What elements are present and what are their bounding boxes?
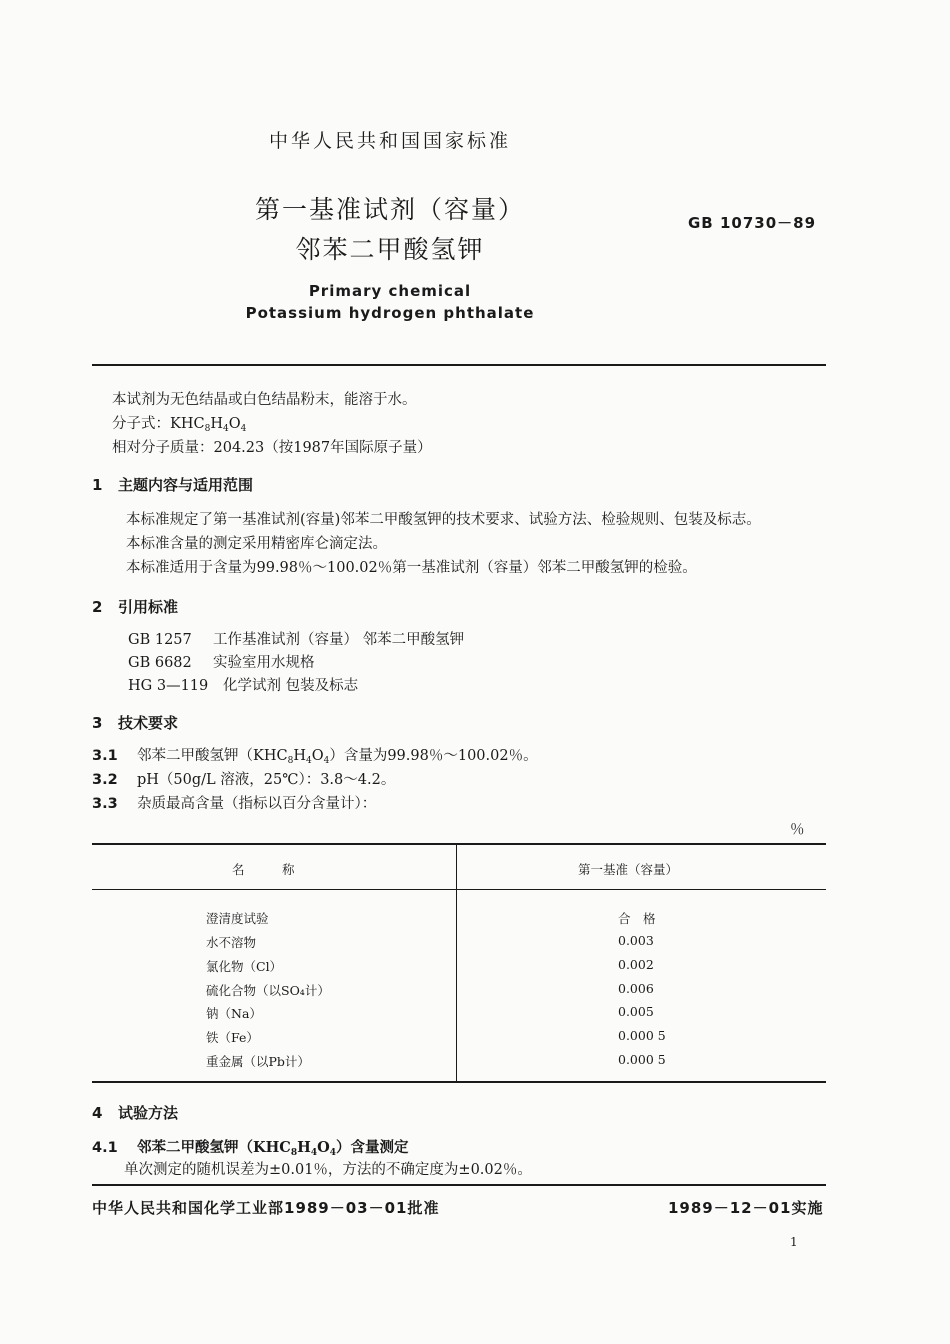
table-cell-name: 澄清度试验 xyxy=(206,911,269,926)
table-cell-value: 合 格 xyxy=(618,911,656,926)
table-cell-value: 0.006 xyxy=(618,981,654,996)
item-4-1-heading: 4.1 邻苯二甲酸氢钾$(KHC_8H_4O_4)$含量测定 xyxy=(92,1139,409,1158)
intro-description: 本试剂为无色结晶或白色结晶粉末，能溶于水。 xyxy=(112,392,417,408)
section-4-heading: 4 试验方法 xyxy=(92,1104,179,1122)
english-title-line-2: Potassium hydrogen phthalate xyxy=(245,304,535,322)
effective-date: 1989－12－01实施 xyxy=(668,1199,824,1217)
table-cell-value: 0.000 5 xyxy=(618,1052,666,1067)
section-1-paragraph-2: 本标准含量的测定采用精密库仑滴定法。 xyxy=(126,536,387,552)
table-cell-name: 硫化合物（以SO₄计） xyxy=(206,983,330,998)
table-cell-name: 氯化物（Cl） xyxy=(206,959,283,974)
reference-item: GB 1257 工作基准试剂（容量） 邻苯二甲酸氢钾 xyxy=(128,632,465,648)
table-cell-name: 水不溶物 xyxy=(206,935,257,950)
approval-note: 中华人民共和国化学工业部1989－03－01批准 xyxy=(92,1199,440,1217)
intro-molecular-mass: 相对分子质量：204.23（按1987年国际原子量） xyxy=(112,440,432,456)
table-cell-value: 0.003 xyxy=(618,933,654,948)
section-1-paragraph-1: 本标准规定了第一基准试剂(容量)邻苯二甲酸氢钾的技术要求、试验方法、检验规则、包装及标志。 xyxy=(126,512,761,528)
section-2-heading: 2 引用标准 xyxy=(92,598,179,616)
table-cell-name: 重金属（以Pb计） xyxy=(206,1054,310,1069)
item-3-3: 3.3 杂质最高含量（指标以百分含量计）： xyxy=(92,796,377,812)
item-3-2: 3.2 pH（50g/L 溶液，25℃）：3.8～4.2。 xyxy=(92,772,396,788)
section-1-heading: 1 主题内容与适用范围 xyxy=(92,476,254,494)
title-line-1: 第一基准试剂（容量） xyxy=(254,195,525,224)
table-unit: ％ xyxy=(790,822,805,838)
table-bottom-rule xyxy=(92,1081,826,1083)
item-4-1-text: 单次测定的随机误差为±0.01％，方法的不确定度为±0.02％。 xyxy=(124,1162,532,1178)
table-top-rule xyxy=(92,843,826,845)
table-column-divider xyxy=(456,845,457,1081)
section-1-paragraph-3: 本标准适用于含量为99.98％～100.02％第一基准试剂（容量）邻苯二甲酸氢钾的检验。 xyxy=(126,560,697,576)
table-header-rule xyxy=(92,889,826,890)
footer-rule xyxy=(92,1184,826,1186)
table-cell-value: 0.005 xyxy=(618,1004,654,1019)
table-header-name: 名 称 xyxy=(232,862,295,877)
table-cell-name: 铁（Fe） xyxy=(206,1030,259,1045)
standard-category: 中华人民共和国国家标准 xyxy=(268,130,511,152)
reference-item: GB 6682 实验室用水规格 xyxy=(128,655,315,671)
reference-item: HG 3—119 化学试剂 包装及标志 xyxy=(128,678,359,694)
title-line-2: 邻苯二甲酸氢钾 xyxy=(295,235,485,264)
table-cell-name: 钠（Na） xyxy=(206,1006,262,1021)
intro-formula: 分子式：$KHC_8H_4O_4$ xyxy=(112,416,247,434)
item-3-1: 3.1 邻苯二甲酸氢钾$(KHC_8H_4O_4)$含量为99.98％～100.02％。 xyxy=(92,748,538,766)
english-title-line-1: Primary chemical xyxy=(308,282,472,300)
standard-code: GB 10730－89 xyxy=(688,214,817,232)
page-number: 1 xyxy=(790,1235,798,1249)
table-header-grade: 第一基准（容量） xyxy=(578,862,679,877)
header-rule xyxy=(92,364,826,366)
table-cell-value: 0.000 5 xyxy=(618,1028,666,1043)
table-cell-value: 0.002 xyxy=(618,957,654,972)
section-3-heading: 3 技术要求 xyxy=(92,714,179,732)
